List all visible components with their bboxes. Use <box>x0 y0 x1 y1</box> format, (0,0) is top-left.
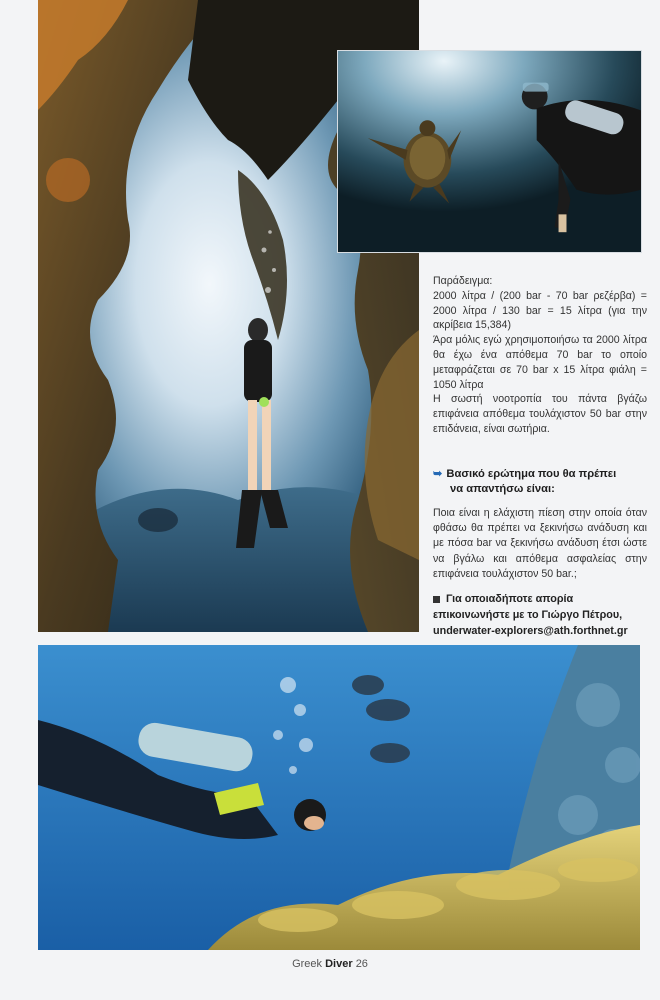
magazine-name-light: Greek <box>292 958 323 970</box>
contact-email[interactable]: underwater-explorers@ath.forthnet.gr <box>433 625 628 637</box>
turtle-diver-photo <box>337 50 642 253</box>
magazine-name-bold: Diver <box>325 958 353 970</box>
reserve-paragraph: Άρα μόλις εγώ χρησιμοποιήσω τα 2000 λίτρα θα έχω ένα απόθεμα 70 bar το οποίο μεταφράζεται σε 70 bar x 15 λίτρα φιάλη = 1050 λίτρα <box>433 334 647 391</box>
reef-divers-photo <box>38 645 640 950</box>
key-question-heading <box>433 467 647 497</box>
contact-line-1: Για οποιαδήποτε απορία <box>446 593 574 605</box>
contact-line-2: επικοινωνήστε με το Γιώργο Πέτρου, <box>433 609 623 621</box>
safety-paragraph: Η σωστή νοοτροπία του πάντα βγάζω επιφάνεια απόθεμα τουλάχιστον 50 bar στην επιδάνεια, είναι σωτήρια. <box>433 393 647 435</box>
page-number: 26 <box>355 958 368 970</box>
question-body: Ποια είναι η ελάχιστη πίεση στην οποία όταν φθάσω θα πρέπει να ξεκινήσω ανάδυση και με πόσα bar να ξεκινήσω ανάδυση έτσι ώστε να βγάλω και απόθεμα ασφαλείας στην επιφάνεια τουλάχιστον 50 bar.; <box>433 507 647 580</box>
calculation-paragraph: 2000 λίτρα / (200 bar - 70 bar ρεζέρβα) = 2000 λίτρα / 130 bar = 15 λίτρα (για την ακρίβεια 15,384) <box>433 289 647 332</box>
arrow-icon: ➥ <box>433 468 443 480</box>
question-line-1: Βασικό ερώτημα που θα πρέπει <box>446 468 617 480</box>
contact-block <box>433 591 647 639</box>
question-line-2: να απαντήσω είναι: <box>450 483 555 495</box>
page-footer <box>0 958 660 970</box>
bullet-square-icon <box>433 596 440 603</box>
example-label: Παράδειγμα: <box>433 275 493 287</box>
article-text <box>433 274 647 437</box>
